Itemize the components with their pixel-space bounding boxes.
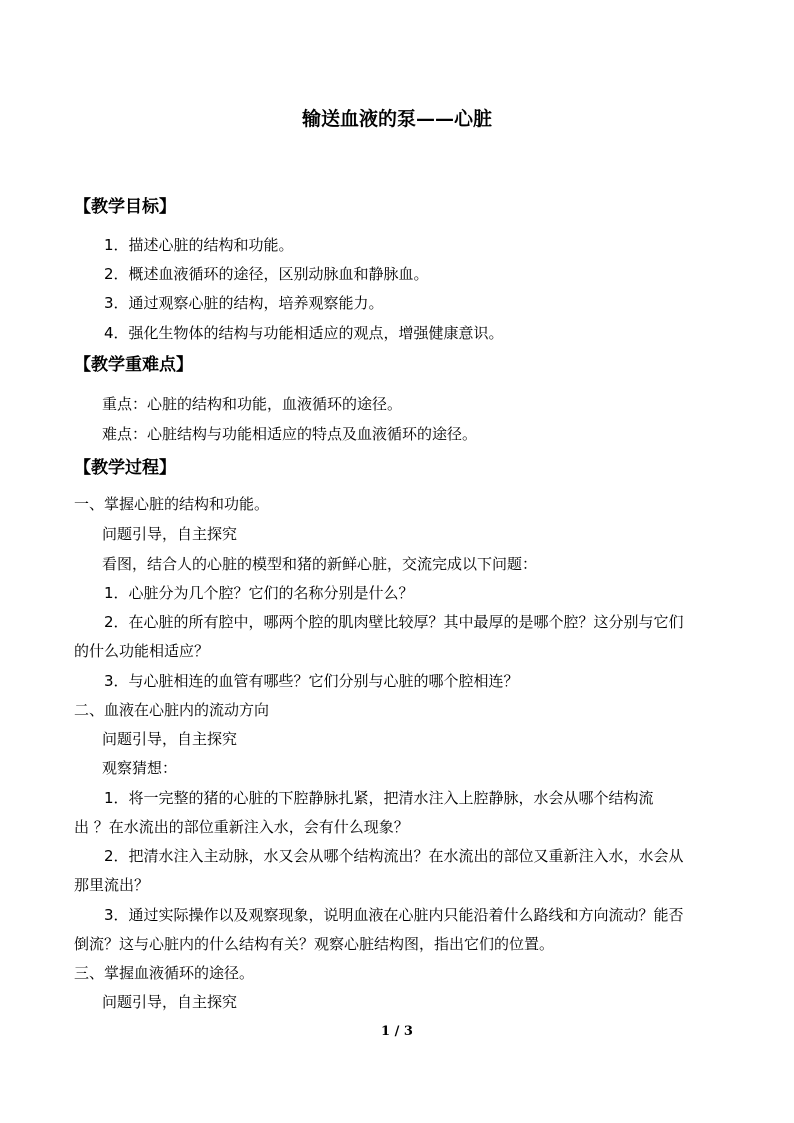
process-line: 3．通过实际操作以及观察现象，说明血液在心脏内只能沿着什么路线和方向流动？能否 [104,906,684,924]
keypoints-heading: 【教学重难点】 [74,355,193,375]
objectives-heading: 【教学目标】 [74,197,176,217]
process-line: 倒流？这与心脏内的什么结构有关？观察心脏结构图，指出它们的位置。 [74,935,555,953]
objective-item: 3．通过观察心脏的结构，培养观察能力。 [104,294,384,312]
process-line: 问题引导，自主探究 [102,993,238,1011]
process-line: 2．把清水注入主动脉，水又会从哪个结构流出？在水流出的部位又重新注入水，水会从 [104,847,684,865]
process-line: 1．心脏分为几个腔？它们的名称分别是什么？ [104,584,414,602]
document-title: 输送血液的泵——心脏 [301,108,492,130]
process-line: 1．将一完整的猪的心脏的下腔静脉扎紧，把清水注入上腔静脉，水会从哪个结构流 [104,789,654,807]
process-line: 那里流出？ [74,876,150,894]
page-number: 1 / 3 [381,1024,413,1039]
keypoint-item: 重点：心脏的结构和功能，血液循环的途径。 [102,395,403,413]
objective-item: 2．概述血液循环的途径，区别动脉血和静脉血。 [104,265,429,283]
process-line: 问题引导，自主探究 [102,525,238,543]
process-line: 一、掌握心脏的结构和功能。 [74,495,270,513]
process-line: 出 ？在水流出的部位重新注入水，会有什么现象？ [74,818,409,836]
process-heading: 【教学过程】 [74,458,176,478]
process-line: 二、血液在心脏内的流动方向 [74,701,270,719]
process-line: 问题引导，自主探究 [102,730,238,748]
process-line: 3．与心脏相连的血管有哪些？它们分别与心脏的哪个腔相连？ [104,672,519,690]
process-line: 2．在心脏的所有腔中，哪两个腔的肌肉壁比较厚？其中最厚的是哪个腔？这分别与它们 [104,613,684,631]
process-line: 看图，结合人的心脏的模型和猪的新鲜心脏，交流完成以下问题： [102,555,538,573]
objective-item: 1．描述心脏的结构和功能。 [104,236,294,254]
process-line: 的什么功能相适应？ [74,642,210,660]
objective-item: 4．强化生物体的结构与功能相适应的观点，增强健康意识。 [104,324,504,342]
process-line: 三、掌握血液循环的途径。 [74,964,255,982]
keypoint-item: 难点：心脏结构与功能相适应的特点及血液循环的途径。 [102,425,478,443]
process-line: 观察猜想： [102,759,178,777]
